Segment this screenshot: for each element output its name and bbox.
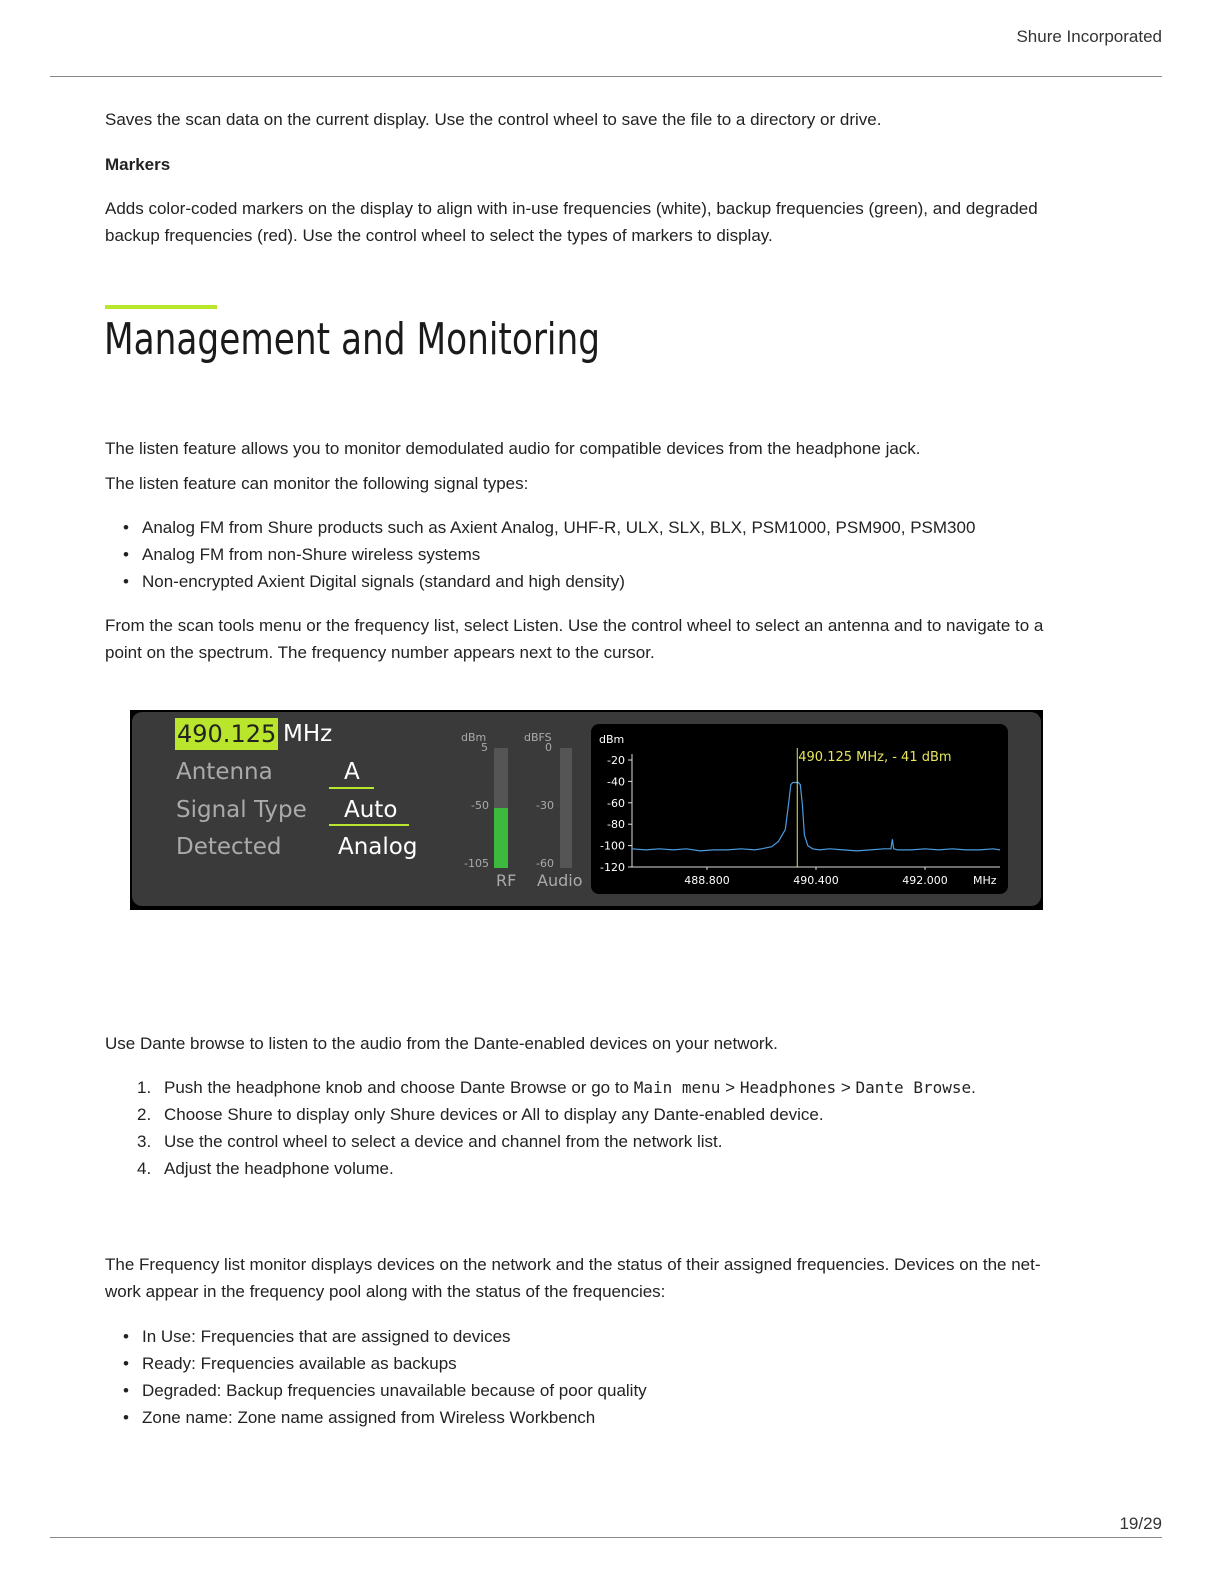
listen-paragraph-2: The listen feature can monitor the following signal types: <box>105 474 529 493</box>
bullet-icon: • <box>123 1408 129 1427</box>
listen-paragraph-3 <box>105 612 1043 666</box>
x-tick-label: 488.800 <box>684 874 730 887</box>
header-company: Shure Incorporated <box>1016 27 1162 46</box>
list-item <box>105 1404 647 1431</box>
x-tick-label: 490.400 <box>793 874 839 887</box>
x-tick-label: 492.000 <box>902 874 948 887</box>
freqlist-paragraph <box>105 1251 1041 1305</box>
list-item-text: In Use: Frequencies that are assigned to devices <box>142 1327 511 1346</box>
list-item <box>105 1323 647 1350</box>
list-item-text: Analog FM from non-Shure wireless systems <box>142 545 481 564</box>
list-item <box>105 1101 976 1128</box>
rf-tick-mid: -50 <box>471 799 489 812</box>
list-item <box>105 514 975 541</box>
save-description: Saves the scan data on the current display. Use the control wheel to save the file to a directory or drive. <box>105 110 882 129</box>
list-item-text: Degraded: Backup frequencies unavailable because of poor quality <box>142 1381 647 1400</box>
cursor-label: 490.125 MHz, - 41 dBm <box>798 750 952 765</box>
list-item <box>105 1128 976 1155</box>
y-tick-label: -20 <box>607 754 625 767</box>
markers-description <box>105 195 1038 249</box>
audio-unit: dBFS <box>524 731 552 744</box>
step-number: 3. <box>137 1132 152 1151</box>
footer-rule <box>50 1537 1162 1538</box>
step-number: 4. <box>137 1159 152 1178</box>
list-item <box>105 1377 647 1404</box>
bullet-icon: • <box>123 1354 129 1373</box>
frequency-status-list <box>105 1323 647 1431</box>
step-text: Push the headphone knob and choose Dante Browse or go to <box>164 1078 634 1097</box>
audio-tick-top: 0 <box>545 741 552 754</box>
listen-p3-line-1: From the scan tools menu or the frequency list, select Listen. Use the control wheel to select an antenna and to navigate to a <box>105 616 1044 635</box>
signal-types-list <box>105 514 975 595</box>
y-tick-label: -80 <box>607 818 625 832</box>
step-text: Adjust the headphone volume. <box>164 1159 394 1178</box>
dante-steps-list <box>105 1074 976 1182</box>
y-tick-label: -120 <box>600 861 625 874</box>
section-title: Management and Monitoring <box>104 314 601 365</box>
device-screenshot <box>130 710 1043 910</box>
y-tick-label: -100 <box>600 839 625 853</box>
dante-paragraph: Use Dante browse to listen to the audio from the Dante-enabled devices on your network. <box>105 1034 778 1053</box>
step-number: 2. <box>137 1105 152 1124</box>
y-tick-label: -60 <box>607 796 625 810</box>
menu-path-separator: > <box>720 1078 740 1097</box>
header-rule <box>50 76 1162 77</box>
antenna-label: Antenna <box>176 759 273 785</box>
antenna-value[interactable]: A <box>344 759 360 785</box>
spectrum-chart <box>130 710 1043 910</box>
heading-accent-bar <box>105 305 217 309</box>
audio-meter-label: Audio <box>537 871 583 890</box>
menu-path-headphones: Headphones <box>739 1078 837 1097</box>
list-item <box>105 541 975 568</box>
freqlist-line-2: work appear in the frequency pool along with the status of the frequencies: <box>105 1282 666 1301</box>
rf-meter-label: RF <box>496 871 517 890</box>
rf-unit: dBm <box>461 731 487 744</box>
list-item <box>105 1350 647 1377</box>
rf-tick-bottom: -105 <box>464 857 489 870</box>
detected-label: Detected <box>176 834 282 860</box>
page-number: 19/29 <box>1119 1514 1162 1533</box>
step-number: 1. <box>137 1078 152 1097</box>
audio-tick-bottom: -60 <box>536 857 554 870</box>
y-tick-label: -40 <box>607 775 625 789</box>
step-text: Choose Shure to display only Shure devices or All to display any Dante-enabled device. <box>164 1105 824 1124</box>
rf-tick-top: 5 <box>481 741 488 754</box>
signal-type-label: Signal Type <box>176 797 307 823</box>
list-item-text: Ready: Frequencies available as backups <box>142 1354 457 1373</box>
list-item-text: Analog FM from Shure products such as Axient Analog, UHF-R, ULX, SLX, BLX, PSM1000, PSM900, PSM300 <box>142 518 976 537</box>
menu-path-separator: > <box>836 1078 856 1097</box>
markers-line-2: backup frequencies (red). Use the control wheel to select the types of markers to display. <box>105 226 773 245</box>
audio-tick-mid: -30 <box>536 799 554 812</box>
freqlist-line-1: The Frequency list monitor displays devices on the network and the status of their assigned frequencies. Devices on the net- <box>105 1255 1041 1274</box>
step-text-end: . <box>971 1078 976 1097</box>
y-axis-unit: dBm <box>599 733 625 746</box>
list-item <box>105 1074 976 1101</box>
step-text: Use the control wheel to select a device and channel from the network list. <box>164 1132 723 1151</box>
bullet-icon: • <box>123 572 129 591</box>
frequency-unit: MHz <box>283 721 333 747</box>
signal-type-value[interactable]: Auto <box>344 797 398 823</box>
markers-heading: Markers <box>105 155 171 174</box>
frequency-readout: 490.125 <box>177 720 277 748</box>
list-item <box>105 1155 976 1182</box>
detected-value: Analog <box>338 834 418 860</box>
markers-line-1: Adds color-coded markers on the display to align with in-use frequencies (white), backup frequencies (green), and degraded <box>105 199 1038 218</box>
list-item <box>105 568 975 595</box>
listen-paragraph-1: The listen feature allows you to monitor demodulated audio for compatible devices from the headphone jack. <box>105 439 921 458</box>
list-item-text: Zone name: Zone name assigned from Wireless Workbench <box>142 1408 596 1427</box>
bullet-icon: • <box>123 1381 129 1400</box>
menu-path-main: Main menu <box>633 1078 721 1097</box>
listen-p3-line-2: point on the spectrum. The frequency number appears next to the cursor. <box>105 643 655 662</box>
x-axis-unit: MHz <box>973 874 997 887</box>
menu-path-dante-browse: Dante Browse <box>855 1078 972 1097</box>
bullet-icon: • <box>123 518 129 537</box>
list-item-text: Non-encrypted Axient Digital signals (standard and high density) <box>142 572 625 591</box>
bullet-icon: • <box>123 1327 129 1346</box>
bullet-icon: • <box>123 545 129 564</box>
